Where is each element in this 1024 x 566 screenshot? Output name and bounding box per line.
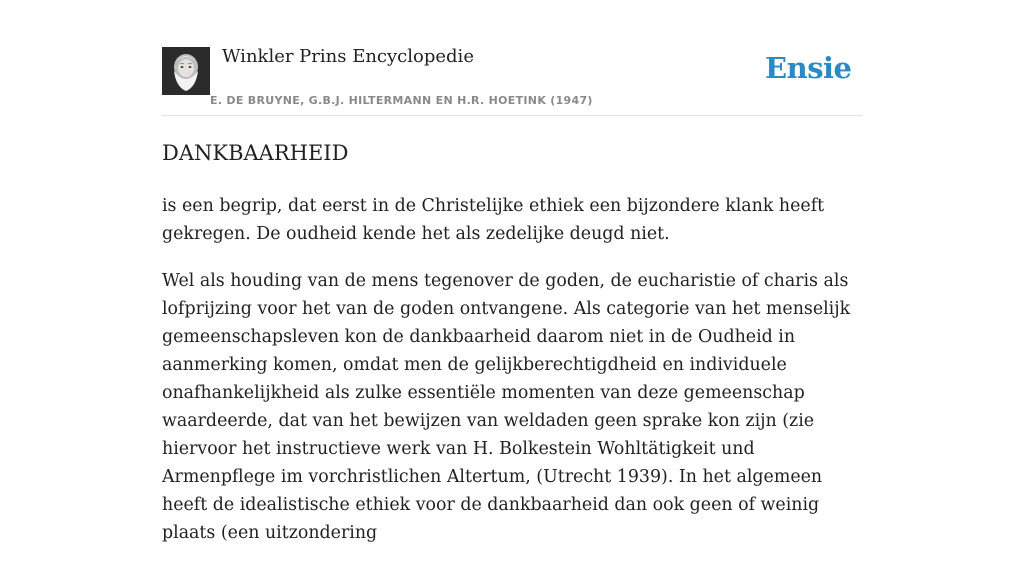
article-paragraph: is een begrip, dat eerst in de Christelijke ethiek een bijzondere klank heeft gekregen. De oudheid kende het als zedelijke deugd niet.: [162, 196, 825, 244]
header-divider: [162, 115, 862, 116]
article-headword: DANKBAARHEID: [162, 141, 349, 165]
article-body: [162, 192, 862, 566]
article-paragraph: Wel als houding van de mens tegenover de goden, de eucharistie of charis als lofprijzing voor het van de goden ontvangene. Als categorie van het menselijk gemeenschapsleven kon de dankbaarheid daarom niet in de Oudheid in aanmerking komen, omdat men de gelijkberechtigdheid en individuele onafhankelijkheid als zulke essentiële momenten van deze gemeenschap waardeerde, dat van het bewijzen van weldaden geen sprake kon zijn (zie hiervoor het instructieve werk van H. Bolkestein Wohltätigkeit und Armenpflege im vorchristlichen Altertum, (Utrecht 1939). In het algemeen heeft de idealistische ethiek voor de dankbaarheid dan ook geen of weinig plaats (een uitzondering: [162, 271, 851, 543]
author-avatar: [162, 47, 210, 95]
authors-credit: E. DE BRUYNE, G.B.J. HILTERMANN EN H.R. HOETINK (1947): [210, 94, 593, 107]
source-title[interactable]: Winkler Prins Encyclopedie: [222, 46, 474, 67]
ensie-logo[interactable]: Ensie: [765, 51, 852, 85]
portrait-icon: [162, 47, 210, 95]
